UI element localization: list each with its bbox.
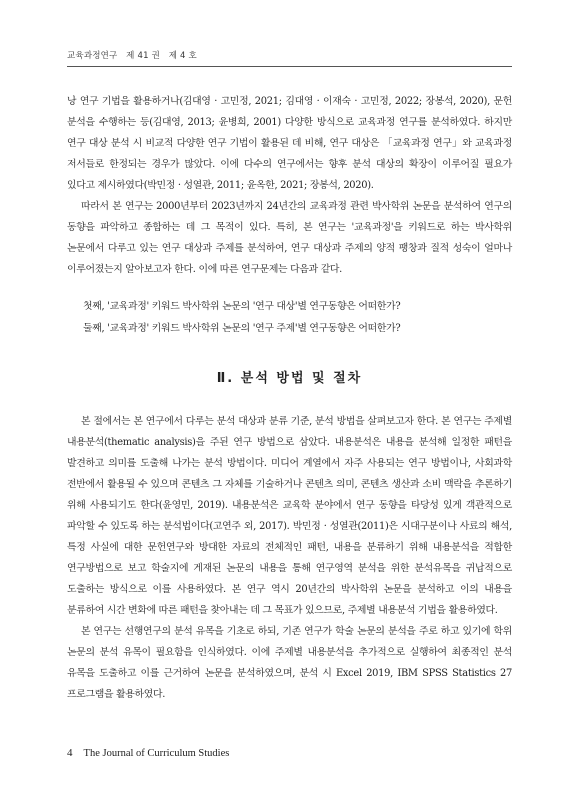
research-question-1: 첫째, '교육과정' 키워드 박사학위 논문의 '연구 대상'별 연구동향은 어떠한가? <box>83 301 401 312</box>
paragraph-2: 따라서 본 연구는 2000년부터 2023년까지 24년간의 교육과정 관련 박사학위 논문을 분석하여 연구의 동향을 파악하고 종합하는 데 그 목적이 있다. 특히, 본 연구는 '교육과정'을 키워드로 하는 박사학위 논문에서 다루고 있는 연구 대상과 주제를 분석하여, 연구 대상과 주제의 양적 팽창과 질적 성숙이 얼마나 이루어졌는지 알아보고자 한다. 이에 따른 연구문제는 다음과 같다. <box>67 201 512 275</box>
paragraph-1: 낭 연구 기법을 활용하거나(김대영 · 고민정, 2021; 김대영 · 이재숙 · 고민정, 2022; 장봉석, 2020), 문헌 분석을 수행하는 등(김대영, 2013; 윤병희, 2001) 다양한 방식으로 교육과정 연구를 분석하였다. 하지만 연구 대상 분석 시 비교적 다양한 연구 기법이 활용된 데 비해, 연구 대상은 「교육과정 연구」와 교육과정 저서들로 한정되는 경우가 많았다. 이에 다수의 연구에서는 향후 분석 대상의 확장이 이루어질 필요가 있다고 제시하였다(박민정 · 성열관, 2011; 윤옥한, 2021; 장봉석, 2020). <box>67 96 512 191</box>
journal-name: The Journal of Curriculum Studies <box>83 748 230 759</box>
header-rule <box>67 66 512 67</box>
paragraph-3: 본 절에서는 본 연구에서 다루는 분석 대상과 분류 기준, 분석 방법을 살펴보고자 한다. 본 연구는 주제별 내용분석(thematic analysis)을 주된 연구 방법으로 삼았다. 내용분석은 내용을 분석해 일정한 패턴을 발견하고 의미를 도출해 나가는 분석 방법이다. 미디어 계열에서 자주 사용되는 연구 방법이나, 사회과학 전반에서 활용될 수 있으며 콘텐츠 그 자체를 기술하거나 콘텐츠 의미, 콘텐츠 생산과 소비 맥락을 추론하기 위해 사용되기도 한다(윤영민, 2019). 내용분석은 교육학 분야에서 연구 동향을 타당성 있게 객관적으로 파악할 수 있도록 하는 분석법이다(고연주 외, 2017). 박민정 · 성열관(2011)은 시대구분이나 사료의 해석, 특정 사실에 대한 문헌연구와 방대한 자료의 전체적인 패턴, 내용을 분류하기 위해 내용분석을 적합한 연구방법으로 보고 학술지에 게재된 논문의 내용을 통해 연구영역 분석을 위한 분석유목을 귀납적으로 도출하는 방식으로 이를 사용하였다. 본 연구 역시 20년간의 박사학위 논문을 분석하고 이의 내용을 분류하여 시간 변화에 따른 패턴을 찾아내는 데 그 목표가 있으므로, 주제별 내용분석 기법을 활용하였다. <box>67 416 512 616</box>
research-question-2: 둘째, '교육과정' 키워드 박사학위 논문의 '연구 주제'별 연구동향은 어떠한가? <box>83 323 401 334</box>
page-number: 4 <box>67 747 73 759</box>
section-title: Ⅱ. 분석 방법 및 절차 <box>216 371 363 386</box>
running-head: 교육과정연구 제 41 권 제 4 호 <box>67 51 197 61</box>
paragraph-4: 본 연구는 선행연구의 분석 유목을 기초로 하되, 기존 연구가 학술 논문의 분석을 주로 하고 있기에 학위 논문의 분석 유목이 필요함을 인식하였다. 이에 주제별 내용분석을 추가적으로 실행하여 최종적인 분석 유목을 도출하고 이를 근거하여 논문을 분석하였으며, 분석 시 Excel 2019, IBM SPSS Statistics 27 프로그램을 활용하였다. <box>67 626 512 700</box>
body-text <box>67 91 512 705</box>
research-questions <box>67 296 512 340</box>
page-footer <box>67 747 229 759</box>
